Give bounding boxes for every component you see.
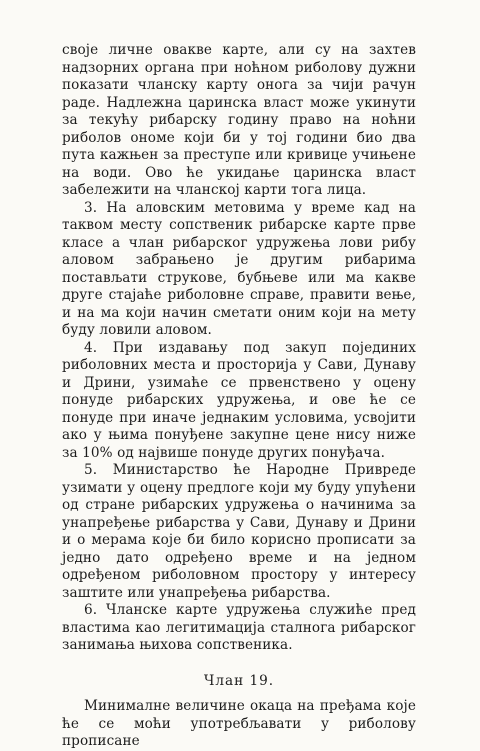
- body-text: [62, 42, 416, 751]
- paragraph-continuation: своје личне овакве карте, али су на захтев надзорних органа при ноћном риболову дужни показати чланску карту онога за чији рачун раде. Надлежна царинска власт може укинути за текућу рибарску годину право на ноћни риболов ономе који би у тој години био два пута кажњен за преступе или кривице учињене на води. Ово ће укидање царинска власт забележити на чланској карти тога лица.: [62, 42, 416, 198]
- paragraph-item-3: 3. На аловским метовима у време кад на таквом месту сопственик рибарске карте прве класе а члан рибарског удружења лови рибу аловом забрањено је другим рибарима постављати струкове, бубњеве или ма какве друге стајаће риболовне справе, правити вење, и на ма који начин сметати оним који на мету буду ловили аловом.: [62, 199, 416, 338]
- paragraph-item-6: 6. Чланске карте удружења служиће пред властима као легитимација сталнога рибарског занимања њихова сопственика.: [62, 602, 416, 653]
- paragraph-article-19: Минималне величине окаца на пређама које ће се моћи употребљавати у риболову прописане: [62, 698, 416, 749]
- article-heading: Члан 19.: [203, 672, 275, 689]
- paragraph-item-5: 5. Министарство ће Народне Привреде узимати у оцену предлоге који му буду упућени од стране рибарских удружења о начинима за унапређење рибарства у Сави, Дунаву и Дрини и о мерама које би било корисно прописати за једно дато одређено време и на једном одређеном риболовном простору у интересу заштите или унапређења рибарства.: [62, 462, 416, 601]
- paragraph-item-4: 4. При издавању под закуп појединих риболовних места и просторија у Сави, Дунаву и Дрини, узимаће се првенствено у оцену понуде рибарских удружења, и ове ће се понуде при иначе једнаким условима, усвојити ако у њима понуђене закупне цене нису ниже за 10% од највише понуде других понуђача.: [62, 339, 416, 461]
